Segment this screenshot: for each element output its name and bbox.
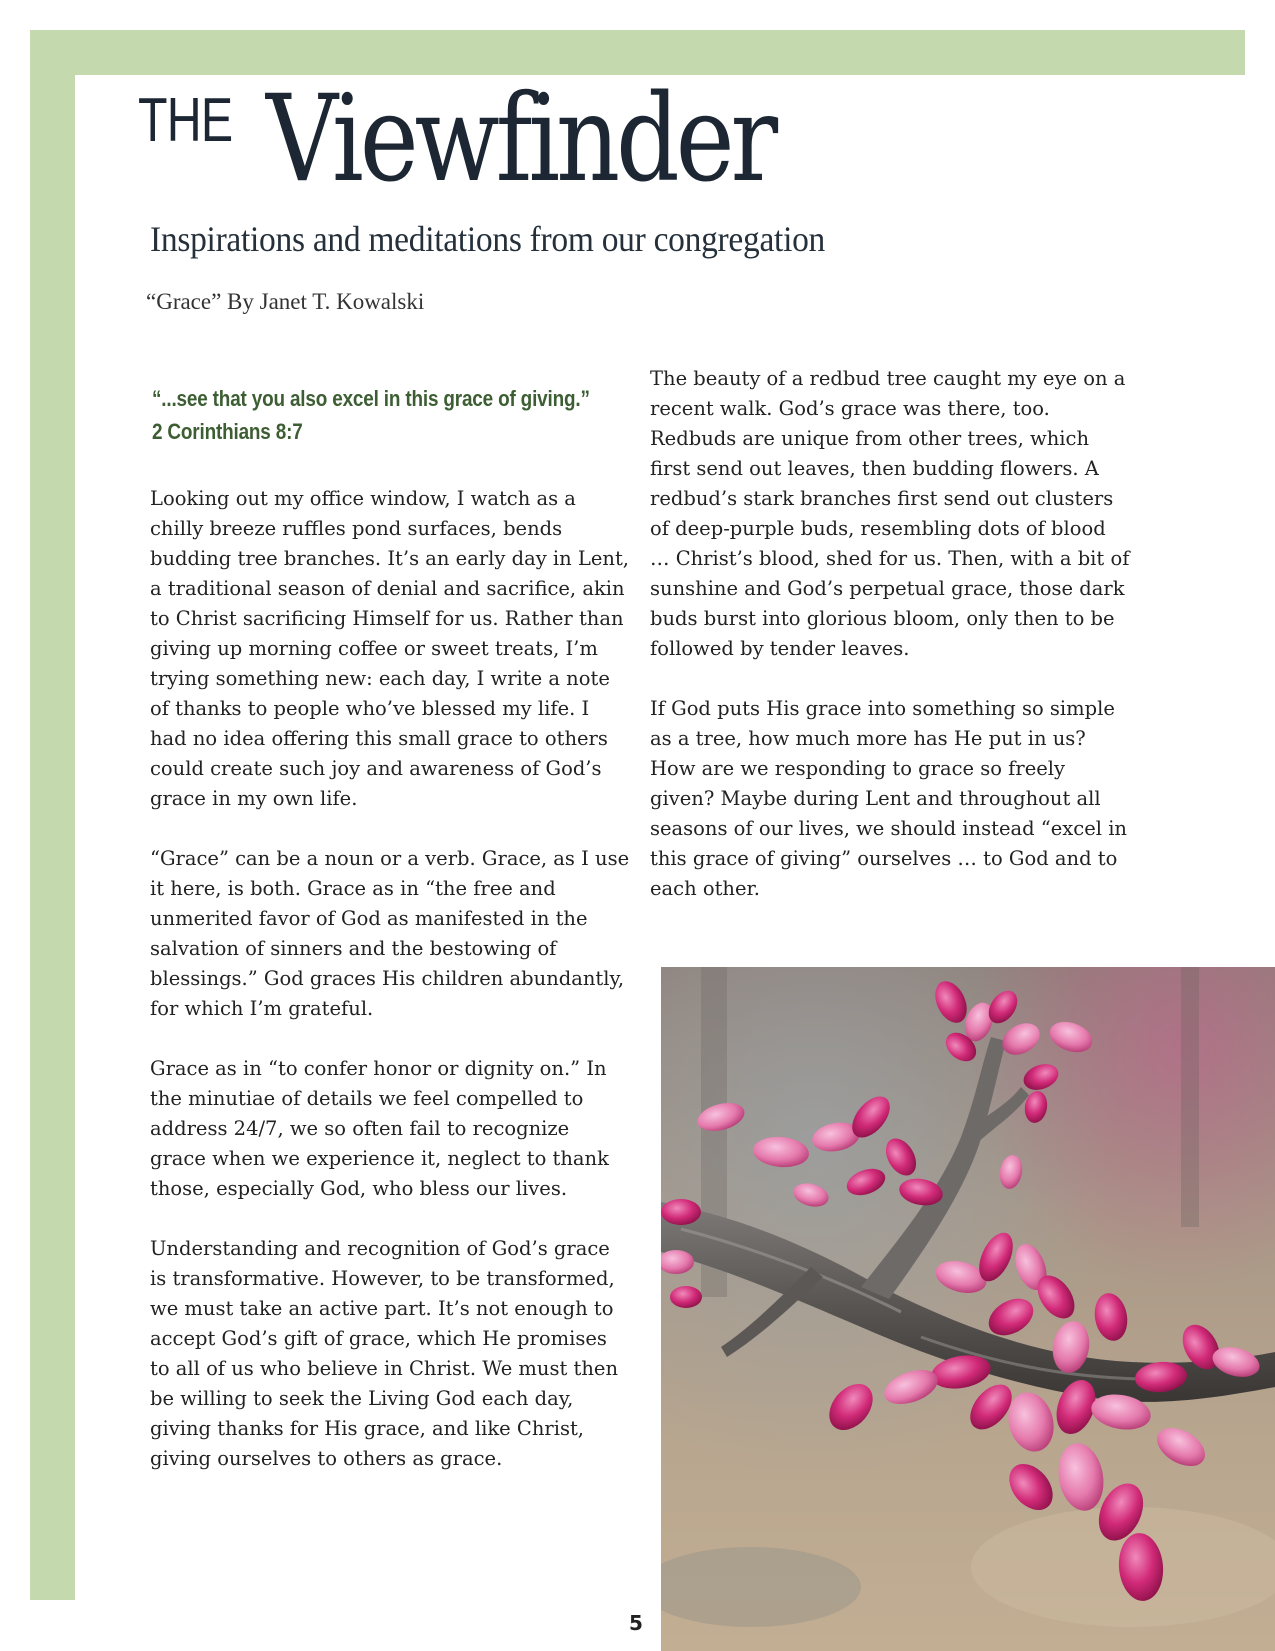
redbud-branch-photo [661, 967, 1275, 1651]
paragraph: If God puts His grace into something so simple as a tree, how much more has He put in us? How are we responding to grace so freely given? Maybe during Lent and throughout all seasons of our lives, we should instead “excel in this grace of giving” ourselves … to God and to each other. [650, 697, 1127, 900]
article-byline: “Grace” By Janet T. Kowalski [146, 289, 425, 314]
scripture-quote-block [152, 382, 590, 448]
paragraph: Grace as in “to confer honor or dignity on.” In the minutiae of details we feel compelled to address 24/7, we so often fail to recognize grace when we experience it, neglect to thank those, especially God, who bless our lives. [150, 1057, 609, 1200]
masthead-the: THE [138, 86, 233, 155]
paragraph: The beauty of a redbud tree caught my eye on a recent walk. God’s grace was there, too. Redbuds are unique from other trees, which first send out leaves, then budding flowers. A redbud’s stark branches first send out clusters of deep-purple buds, resembling dots of blood … Christ’s blood, shed for us. Then, with a bit of sunshine and God’s perpetual grace, those dark buds burst into glorious bloom, only then to be followed by tender leaves. [650, 367, 1130, 660]
paragraph: Understanding and recognition of God’s grace is transformative. However, to be transformed, we must take an active part. It’s not enough to accept God’s gift of grace, which He promises to all of us who believe in Christ. We must then be willing to seek the Living God each day, giving thanks for His grace, and like Christ, giving ourselves to others as grace. [150, 1237, 619, 1470]
article-column-right [650, 364, 1130, 934]
page-number: 5 [629, 1611, 643, 1635]
paragraph: Looking out my office window, I watch as a chilly breeze ruffles pond surfaces, bends budding tree branches. It’s an early day in Lent, a traditional season of denial and sacrifice, akin to Christ sacrificing Himself for us. Rather than giving up morning coffee or sweet treats, I’m trying something new: each day, I write a note of thanks to people who’ve blessed my life. I had no idea offering this small grace to others could create such joy and awareness of God’s grace in my own life. [150, 487, 629, 810]
scripture-quote: “...see that you also excel in this grace of giving.” [152, 386, 590, 411]
masthead-title: Viewfinder [266, 70, 774, 209]
masthead-subtitle: Inspirations and meditations from our congregation [150, 219, 826, 259]
paragraph: “Grace” can be a noun or a verb. Grace, as I use it here, is both. Grace as in “the free and unmerited favor of God as manifested in the salvation of sinners and the bestowing of blessings.” God graces His children abundantly, for which I’m grateful. [150, 847, 630, 1020]
article-column-left [150, 484, 630, 1504]
scripture-reference: 2 Corinthians 8:7 [152, 419, 303, 444]
